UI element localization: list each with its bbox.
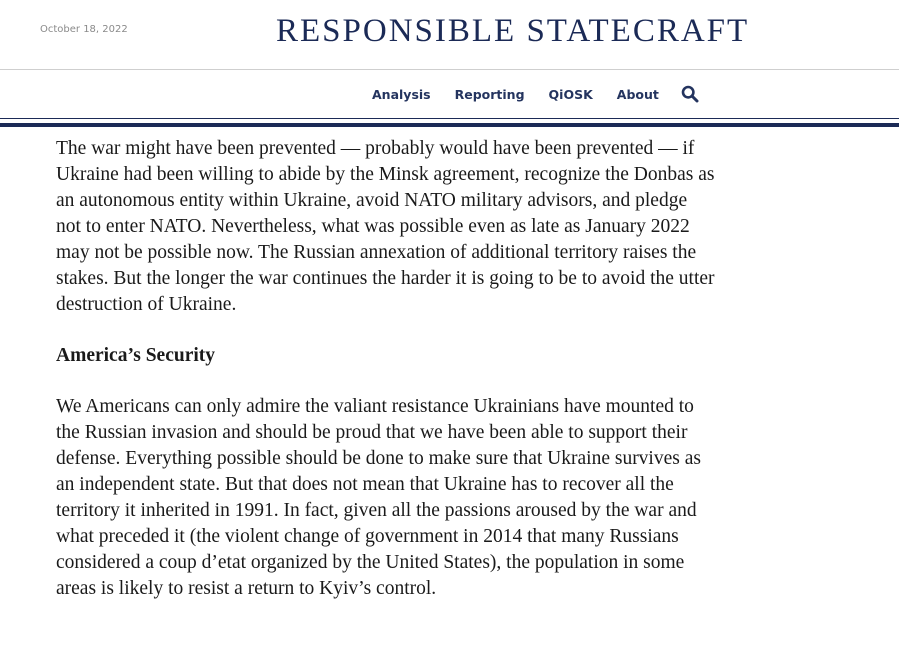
nav-divider-thick [0, 123, 899, 127]
publish-date: October 18, 2022 [40, 24, 128, 35]
nav-item-reporting[interactable]: Reporting [454, 86, 525, 102]
article-body [56, 136, 716, 602]
article-paragraph: The war might have been prevented — probably would have been prevented — if Ukraine had been willing to abide by the Minsk agreement, recognize the Donbas as an autonomous entity within Ukraine, avoid NATO military advisors, and pledge not to enter NATO. Nevertheless, what was possible even as late as January 2022 may not be possible now. The Russian annexation of additional territory raises the stakes. But the longer the war continues the harder it is going to be to avoid the utter destruction of Ukraine. [56, 138, 715, 315]
header-divider [0, 69, 899, 70]
nav-divider-thin [0, 118, 899, 119]
nav-item-about[interactable]: About [616, 86, 659, 102]
nav-item-analysis[interactable]: Analysis [372, 86, 431, 102]
article-paragraph: We Americans can only admire the valiant resistance Ukrainians have mounted to the Russian invasion and should be proud that we have been able to support their defense. Everything possible should be done to make sure that Ukraine survives as an independent state. But that does not mean that Ukraine has to recover all the territory it inherited in 1991. In fact, given all the passions aroused by the war and what preceded it (the violent change of government in 2014 that many Russians considered a coup d’etat organized by the United States), the population in some areas is likely to resist a return to Kyiv’s control. [56, 396, 701, 599]
nav-item-qiosk[interactable]: QiOSK [548, 86, 593, 102]
site-header [0, 0, 899, 69]
search-icon[interactable] [681, 85, 699, 103]
site-logo-title[interactable]: RESPONSIBLE STATECRAFT [276, 13, 750, 49]
section-heading: America’s Security [56, 345, 216, 366]
main-nav [360, 80, 699, 108]
